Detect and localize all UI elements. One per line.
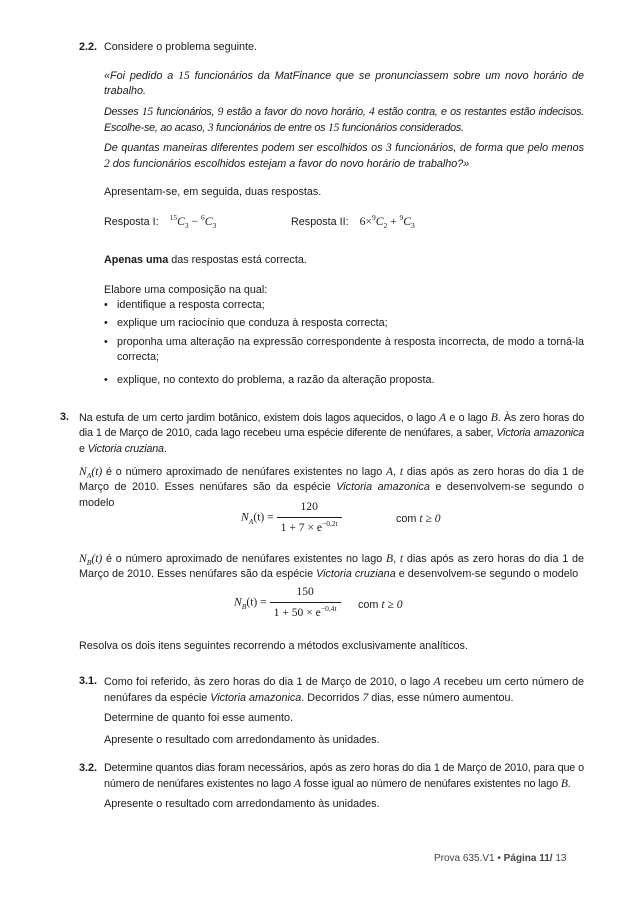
composition-instruction: Elabore uma composição na qual: [104, 284, 268, 296]
lake-a-fraction: $\frac{120}{1 + 7 \times e^{-0,2t}}$ [277, 499, 342, 537]
problem-quote-paragraph-1: «Foi pedido a 15 funcionários da MatFinance que se pronunciassem sobre um novo horário de trabalho. [104, 69, 584, 98]
lake-b-fraction: $\frac{150}{1 + 50 \times e^{-0,4t}}$ [270, 584, 341, 622]
answer-two-expression: $6\times^9C_2 + ^9C_3$ [359, 213, 415, 230]
lake-a-formula: $N_A(t)$ = $\frac{120}{1 + 7 \times e^{-0,2t}}$ [241, 499, 342, 537]
item-3-context: Na estufa de um certo jardim botânico, existem dois lagos aquecidos, o lago A e o lago B. Às zero horas do dia 1 de Março de 2010, cada lago recebeu uma espécie diferente de nenúfares, a saber, Victoria amazonica e Victoria cruziana. [79, 411, 585, 455]
lake-b-model-description: $N_B(t)$ é o número aproximado de nenúfares existentes no lago B, t dias após as zero horas do dia 1 de Março de 2010. Esses nenúfares são da espécie Victoria cruziana e desenvolvem-se segundo o modelo [79, 552, 584, 581]
list-item: • identifique a resposta correcta; [104, 299, 265, 311]
only-one-correct-note: Apenas uma das respostas está correcta. [104, 254, 307, 266]
lake-b-formula: $N_B(t)$ = $\frac{150}{1 + 50 \times e^{-0,4t}}$ [234, 584, 341, 622]
footer-separator: • [494, 853, 504, 864]
item-3-2-rounding-note: Apresente o resultado com arredondamento às unidades. [104, 798, 380, 810]
page-total: 13 [552, 853, 567, 864]
list-item: • explique, no contexto do problema, a razão da alteração proposta. [104, 374, 435, 386]
answer-two-label: Resposta II: [291, 216, 349, 228]
list-item: • proponha uma alteração na expressão correspondente à resposta incorrecta, de modo a torná-la correcta; [104, 336, 584, 364]
item-number-3: 3. [60, 411, 70, 423]
page-footer [434, 852, 567, 866]
item-3-2-statement: Determine quantos dias foram necessários, após as zero horas do dia 1 de Março de 2010, para que o número de nenúfares existentes no lago A fosse igual ao número de nenúfares existentes no lago B. [104, 762, 584, 791]
lake-b-domain-condition: com t ≥ 0 [358, 598, 403, 611]
answer-two [291, 214, 415, 230]
item-3-1-statement: Como foi referido, às zero horas do dia 1 de Março de 2010, o lago A recebeu um certo número de nenúfares da espécie Victoria amazonica. Decorridos 7 dias, esse número aumentou. [104, 675, 584, 705]
item-3-1-rounding-note: Apresente o resultado com arredondamento às unidades. [104, 734, 380, 746]
analytic-methods-instruction: Resolva os dois itens seguintes recorrendo a métodos exclusivamente analíticos. [79, 640, 468, 652]
list-item: • explique um raciocínio que conduza à resposta correcta; [104, 317, 388, 329]
item-number-2-2: 2.2. [79, 41, 98, 53]
answer-one-expression: $^{15}C_3 - ^6C_3$ [169, 213, 217, 230]
answer-one-label: Resposta I: [104, 216, 159, 228]
composition-bullet-list [104, 298, 584, 388]
page-number-label: Página 11/ [503, 853, 553, 864]
lake-a-model-description: $N_A(t)$ é o número aproximado de nenúfares existentes no lago A, t dias após as zero horas do dia 1 de Março de 2010. Esses nenúfares são da espécie Victoria amazonica e desenvolvem-se segundo o modelo [79, 465, 584, 509]
problem-quote-paragraph-2: Desses 15 funcionários, 9 estão a favor do novo horário, 4 estão contra, e os restantes estão indecisos. Escolhe-se, ao acaso, 3 funcionários de entre os 15 funcionários considerados. [104, 105, 584, 135]
lake-a-domain-condition: com t ≥ 0 [396, 512, 441, 525]
problem-question-paragraph: De quantas maneiras diferentes podem ser escolhidos os 3 funcionários, de forma que pelo menos 2 dos funcionários escolhidos estejam a favor do novo horário de trabalho?» [104, 141, 584, 171]
item-number-3-1: 3.1. [79, 675, 98, 687]
item-2-2-intro: Considere o problema seguinte. [104, 41, 258, 53]
answer-one [104, 214, 216, 230]
exam-code: Prova 635.V1 [434, 853, 495, 864]
item-number-3-2: 3.2. [79, 762, 98, 774]
item-3-1-task: Determine de quanto foi esse aumento. [104, 712, 294, 724]
answers-intro: Apresentam-se, em seguida, duas respostas. [104, 186, 322, 198]
